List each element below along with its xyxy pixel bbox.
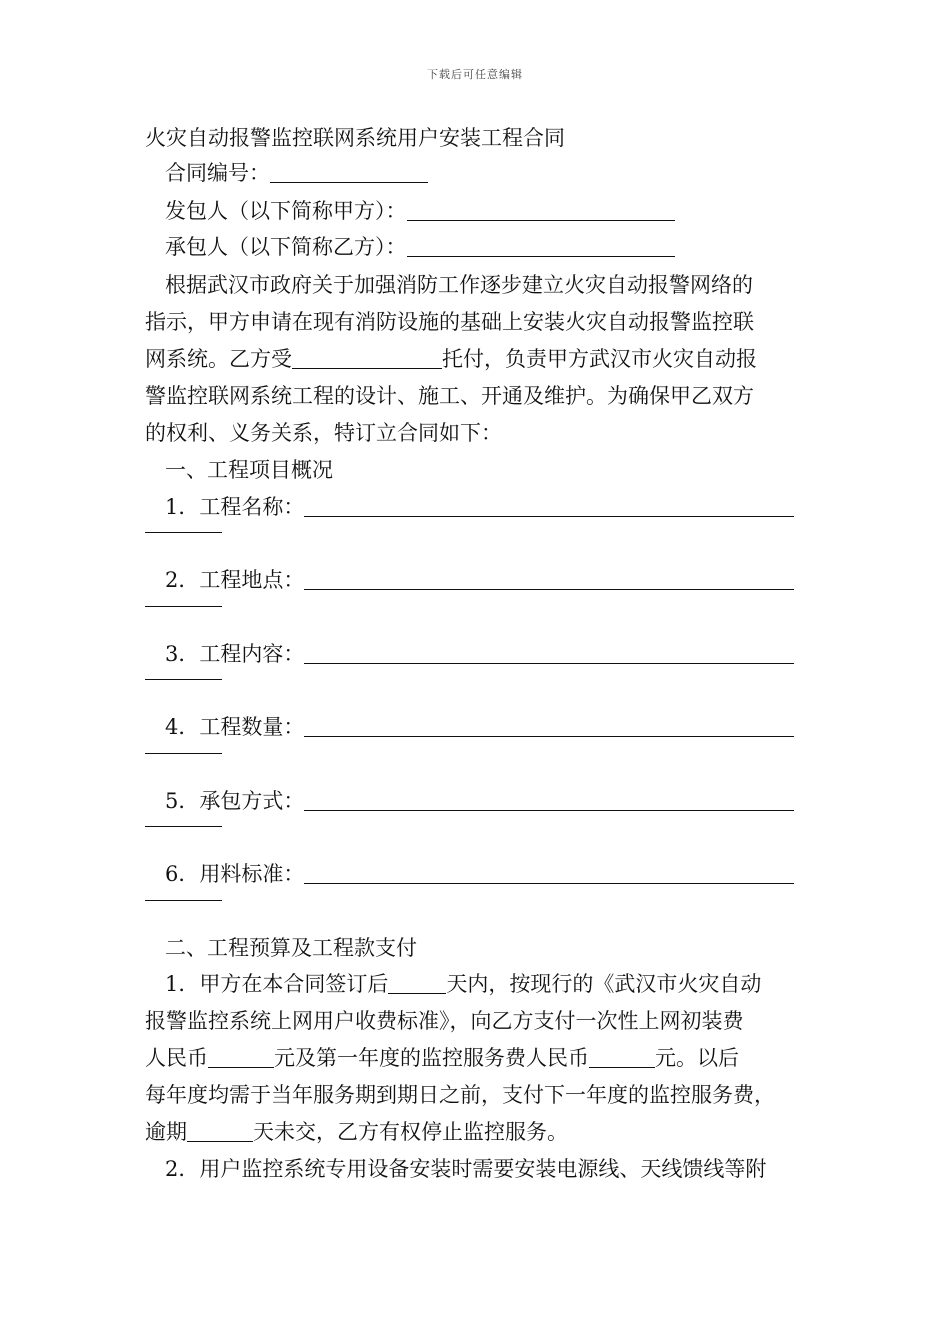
payment-line-5-a: 逾期 [145,1120,187,1144]
payment-line-5 [145,1114,810,1150]
preamble-line-1: 根据武汉市政府关于加强消防工作逐步建立火灾自动报警网络的 [165,273,753,297]
party-a-label: 发包人（以下简称甲方）： [165,199,407,223]
contract-no-label: 合同编号： [165,161,270,185]
item-label-4: 4．工程数量： [165,715,305,739]
payment-line-1 [165,966,830,1002]
item-row-5 [165,783,830,819]
payment-line-3-a: 人民币 [145,1046,208,1070]
item-row-1 [165,489,830,525]
payment-line-1-a: 1．甲方在本合同签订后 [165,972,389,996]
preamble-line-2: 指示，甲方申请在现有消防设施的基础上安装火灾自动报警监控联 [145,310,754,334]
item-label-5: 5．承包方式： [165,789,305,813]
item-row-2 [165,562,830,598]
item-row-6 [165,856,830,892]
payment-line-1-b: 天内，按现行的《武汉市火灾自动 [446,972,762,996]
preamble-line-4: 警监控联网系统工程的设计、施工、开通及维护。为确保甲乙双方 [145,384,754,408]
payment-days-blank[interactable] [388,973,446,994]
payment-line-3-c: 元。以后 [655,1046,739,1070]
preamble-line-3-a: 网系统。乙方受 [145,347,292,371]
item-tail-blank-4[interactable] [145,753,222,754]
item-tail-blank-2[interactable] [145,606,222,607]
item-tail-blank-1[interactable] [145,532,222,533]
party-b-row [165,229,830,265]
preamble-line-5: 的权利、义务关系，特订立合同如下： [145,421,502,445]
item-blank-5[interactable] [304,790,794,811]
item-row-3 [165,636,830,672]
header-note: 下载后可任意编辑 [427,68,523,81]
item-blank-4[interactable] [304,716,794,737]
item-label-3: 3．工程内容： [165,642,305,666]
section-2-heading: 二、工程预算及工程款支付 [165,936,417,960]
party-b-label: 承包人（以下简称乙方）： [165,235,407,259]
payment-line-3-b: 元及第一年度的监控服务费人民币 [274,1046,589,1070]
install-fee-blank[interactable] [208,1047,274,1068]
service-fee-blank[interactable] [589,1047,655,1068]
section-1-heading: 一、工程项目概况 [165,458,333,482]
item-label-2: 2．工程地点： [165,568,305,592]
party-b-blank[interactable] [407,236,675,257]
contract-no-row [165,155,830,191]
entrust-blank[interactable] [292,348,442,369]
item-blank-1[interactable] [304,496,794,517]
item-blank-3[interactable] [304,643,794,664]
item-tail-blank-6[interactable] [145,900,222,901]
payment-line-3 [145,1040,810,1076]
item-blank-6[interactable] [304,863,794,884]
contract-title: 火灾自动报警监控联网系统用户安装工程合同 [145,126,565,150]
item-label-6: 6．用料标准： [165,862,305,886]
payment-line-4: 每年度均需于当年服务期到期日之前，支付下一年度的监控服务费， [145,1083,775,1107]
item-label-1: 1．工程名称： [165,495,305,519]
item-blank-2[interactable] [304,569,794,590]
preamble-line-3-b: 托付，负责甲方武汉市火灾自动报 [442,347,757,371]
payment-line-2: 报警监控系统上网用户收费标准》，向乙方支付一次性上网初装费 [145,1009,744,1033]
item-tail-blank-5[interactable] [145,826,222,827]
item-tail-blank-3[interactable] [145,679,222,680]
item-row-4 [165,709,830,745]
overdue-days-blank[interactable] [187,1121,253,1142]
contract-no-blank[interactable] [270,162,428,183]
party-a-blank[interactable] [407,200,675,221]
equipment-line-1: 2．用户监控系统专用设备安装时需要安装电源线、天线馈线等附 [165,1157,767,1181]
payment-line-5-b: 天未交，乙方有权停止监控服务。 [253,1120,568,1144]
preamble-line-3 [145,341,810,377]
party-a-row [165,193,830,229]
